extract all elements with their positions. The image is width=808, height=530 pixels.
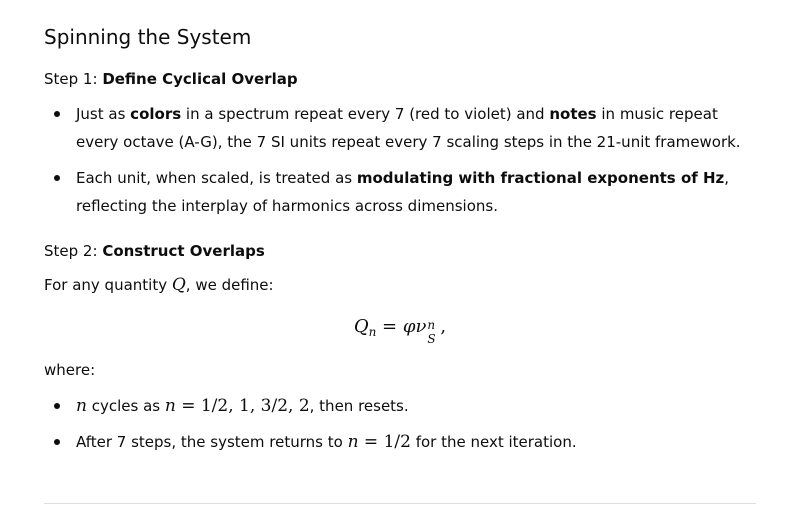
horizontal-divider	[44, 503, 756, 504]
step-2-bullet-list	[44, 392, 756, 456]
bullet-dot-icon	[54, 403, 60, 409]
step-2-prefix: Step 2:	[44, 242, 98, 260]
math-variable: Q	[171, 275, 186, 295]
step-2-heading	[44, 240, 265, 262]
bullet-dot-icon	[54, 439, 60, 445]
bullet-dot-icon	[54, 111, 60, 117]
list-item: n cycles as n = 1/2, 1, 3/2, 2, then resets.	[44, 392, 756, 420]
bullet-dot-icon	[54, 175, 60, 181]
math-variable: n	[347, 432, 359, 452]
display-equation: $Q_n = \varphi\nu$ n S ,	[353, 316, 447, 346]
step-2-title: Construct Overlaps	[102, 242, 265, 260]
bullet-text: Just as	[76, 105, 131, 123]
bullet-text: Each unit, when scaled, is treated as	[76, 169, 357, 187]
where-label: where:	[44, 361, 96, 379]
step-1-bullet-list	[44, 100, 756, 220]
section-title: Spinning the System	[44, 25, 252, 49]
bullet-text: in music repeat every octave (A-G), the 7 SI units repeat every 7 scaling steps in the 21-unit framework.	[76, 105, 741, 151]
step-1-prefix: Step 1:	[44, 70, 98, 88]
bullet-bold-text: notes	[549, 105, 597, 123]
math-variable: n	[76, 396, 87, 416]
bullet-text: in a spectrum repeat every 7 (red to violet) and	[181, 105, 550, 123]
step-1-heading	[44, 68, 298, 90]
bullet-bold-text: modulating with fractional exponents of Hz	[356, 169, 725, 187]
bullet-text: , reflecting the interplay of harmonics across dimensions.	[76, 169, 730, 215]
math-expression: = 1/2, 1, 3/2, 2	[175, 396, 310, 416]
list-item	[44, 164, 756, 220]
list-item	[44, 100, 756, 156]
math-expression: = 1/2	[358, 432, 411, 452]
list-item: After 7 steps, the system returns to n = 1/2 for the next iteration.	[44, 428, 756, 456]
step-2-intro: For any quantity Q, we define:	[44, 275, 274, 295]
math-variable: n	[164, 396, 176, 416]
step-1-title: Define Cyclical Overlap	[102, 70, 298, 88]
bullet-bold-text: colors	[130, 105, 182, 123]
